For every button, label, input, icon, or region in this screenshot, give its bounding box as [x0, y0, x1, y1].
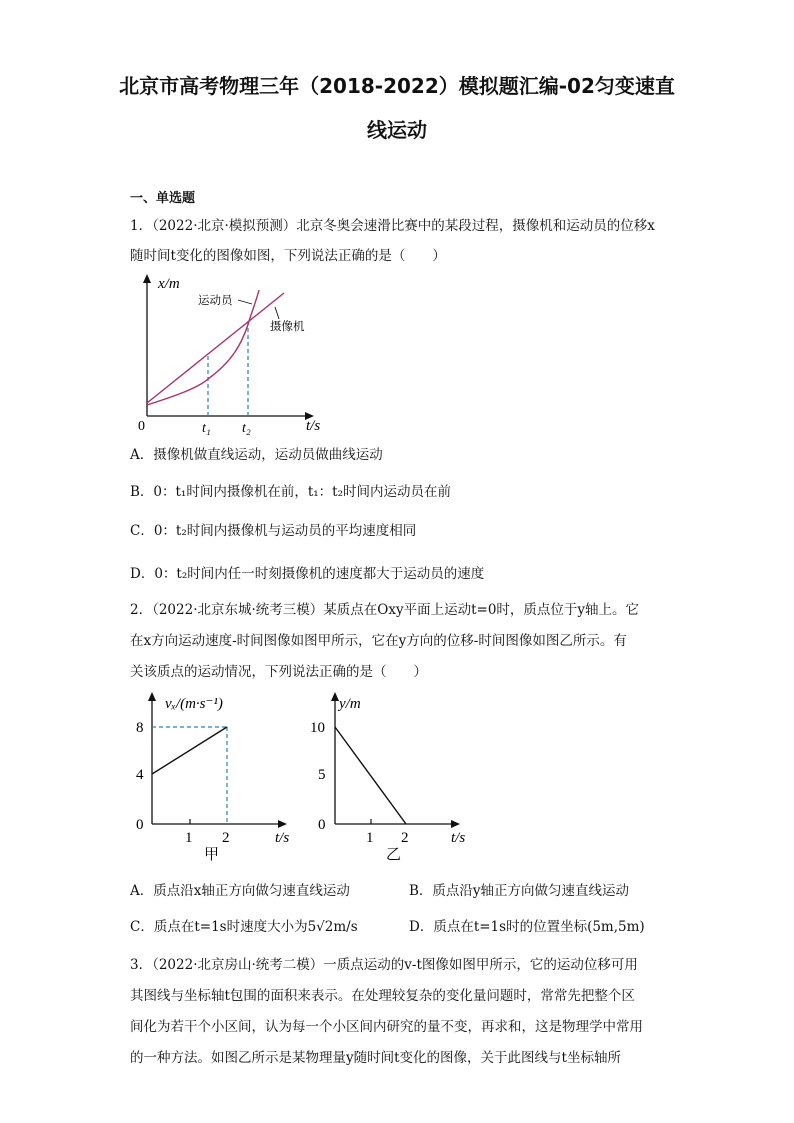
q3-stem-line2: 其图线与坐标轴t包围的面积来表示。在处理较复杂的变化量问题时，常常先把整个区	[130, 988, 635, 1004]
section-heading: 一、单选题	[130, 191, 196, 206]
q2b-y-axis-arrow	[331, 692, 339, 701]
q2a-t-axis-arrow	[278, 820, 287, 828]
q3-stem-line3: 间化为若干个小区间，认为每一个小区间内研究的量不变，再求和，这是物理学中常用	[130, 1019, 643, 1035]
q2b-tick-5: 5	[318, 767, 326, 783]
q2-stem-line2: 在x方向运动速度-时间图像如图甲所示，它在y方向的位移-时间图像如图乙所示。有	[130, 633, 627, 649]
q1-t1-label: t₁	[202, 421, 211, 436]
q2a-v-axis-arrow	[148, 692, 156, 701]
q3-stem-line4: 的一种方法。如图乙所示是某物理量y随时间t变化的图像，关于此图线与t坐标轴所	[130, 1050, 621, 1066]
q2b-tick-x1: 1	[366, 830, 374, 846]
q2b-tick-0: 0	[318, 817, 326, 833]
q2-option-b[interactable]: B．质点沿y轴正方向做匀速直线运动	[409, 883, 630, 899]
q1-athlete-curve	[147, 290, 259, 405]
q2-option-c[interactable]: C．质点在t=1s时速度大小为5√2m/s	[130, 919, 358, 935]
q2a-ylabel: vₓ/(m·s⁻¹)	[165, 696, 223, 712]
q1-athlete-pointer	[238, 300, 252, 304]
page-title-line2: 线运动	[367, 118, 427, 142]
page-title: 北京市高考物理三年（2018-2022）模拟题汇编-02匀变速直	[119, 74, 675, 98]
q1-stem-line1: 1．（2022·北京·模拟预测）北京冬奥会速滑比赛中的某段过程，摄像机和运动员的位移x	[130, 218, 655, 234]
q2b-ylabel: y/m	[339, 696, 361, 712]
q1-ylabel: x/m	[158, 276, 180, 292]
q1-t2-label: t₂	[242, 421, 251, 436]
q1-x-t-graph	[130, 268, 320, 438]
q2a-tick-8: 8	[136, 720, 144, 736]
q2b-tick-10: 10	[310, 720, 325, 736]
q1-origin: 0	[138, 419, 145, 434]
q2-option-d[interactable]: D．质点在t=1s时的位置坐标(5m,5m)	[409, 919, 645, 935]
q1-camera-label: 摄像机	[270, 319, 305, 333]
q3-stem-line1: 3．（2022·北京房山·统考二模）一质点运动的v-t图像如图甲所示，它的运动位移可用	[130, 957, 638, 973]
q2a-tick-4: 4	[136, 767, 144, 783]
q2a-xlabel: t/s	[275, 830, 290, 846]
q1-option-b[interactable]: B．0：t₁时间内摄像机在前，t₁：t₂时间内运动员在前	[130, 484, 452, 500]
q2b-xlabel: t/s	[451, 830, 466, 846]
q2-stem-line1: 2．（2022·北京东城·统考三模）某质点在Oxy平面上运动t=0时，质点位于y轴上。它	[130, 602, 640, 618]
q1-x-axis-arrow	[143, 274, 151, 283]
q2-graph-yi	[306, 686, 481, 866]
q1-stem-line2: 随时间t变化的图像如图，下列说法正确的是（ ）	[130, 248, 446, 264]
q1-camera-pointer	[275, 307, 279, 319]
q1-option-c[interactable]: C．0：t₂时间内摄像机与运动员的平均速度相同	[130, 523, 417, 539]
q1-athlete-label: 运动员	[198, 293, 233, 307]
q1-xlabel: t/s	[306, 418, 320, 434]
q2-graph-jia	[130, 686, 305, 866]
q2a-v-line	[152, 727, 227, 774]
q2b-t-axis-arrow	[451, 820, 460, 828]
q2-option-a[interactable]: A．质点沿x轴正方向做匀速直线运动	[130, 883, 350, 899]
q2a-tick-0: 0	[136, 817, 144, 833]
q1-option-d[interactable]: D．0：t₂时间内任一时刻摄像机的速度都大于运动员的速度	[130, 566, 485, 582]
q2a-caption: 甲	[204, 845, 220, 863]
q2a-tick-x2: 2	[222, 830, 230, 846]
q1-camera-line	[147, 293, 284, 403]
q2a-tick-x1: 1	[185, 830, 193, 846]
q2b-tick-x2: 2	[401, 830, 409, 846]
q2b-caption: 乙	[386, 845, 402, 863]
q2b-y-line	[335, 727, 406, 824]
q2-stem-line3: 关该质点的运动情况，下列说法正确的是（ ）	[130, 664, 427, 680]
q1-option-a[interactable]: A．摄像机做直线运动，运动员做曲线运动	[130, 447, 383, 463]
